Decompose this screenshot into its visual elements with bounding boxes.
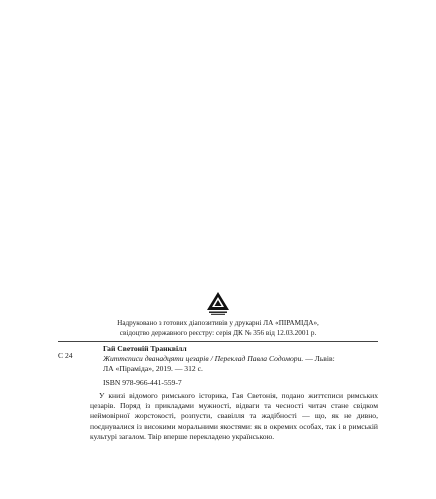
printer-note-line-2: свідоцтво державного реєстру: серія ДК № 356 від 12.03.2001 р. [119,328,317,337]
title-line [103,354,381,364]
divider-rule [58,341,378,342]
annotation-paragraph: У книзі відомого римського історика, Гая Светонія, подано життєписи римських цезарів. Поряд із прикладами мужності, відваги та чесності читач стане свідком неймовірної жорстокості, розпусти, свавілля та жадібності — що, як не дивно, поєднувалися із високими моральними якостями: як в окремих особах, так і в римській культурі загалом. Твір вперше перекладено українською. [90,391,378,441]
translator-credit: Переклад Павла Содомори. [214,354,304,364]
isbn: ISBN 978-966-441-559-7 [103,378,182,387]
catalog-entry [103,344,381,375]
printer-note-line-1: Надруковано з готових діапозитивів у друкарні ЛА «ПІРАМІДА», [117,319,319,327]
publication-details: ЛА «Піраміда», 2019. — 312 с. [103,364,203,374]
author-name: Гай Светоній Транквілл [103,344,187,353]
catalog-code: С 24 [58,351,73,360]
publication-place: — Львів: [305,354,335,364]
book-title: Життєписи дванадцяти цезарів / [103,354,213,364]
publisher-logo-icon [205,291,231,317]
printer-note [60,319,376,338]
